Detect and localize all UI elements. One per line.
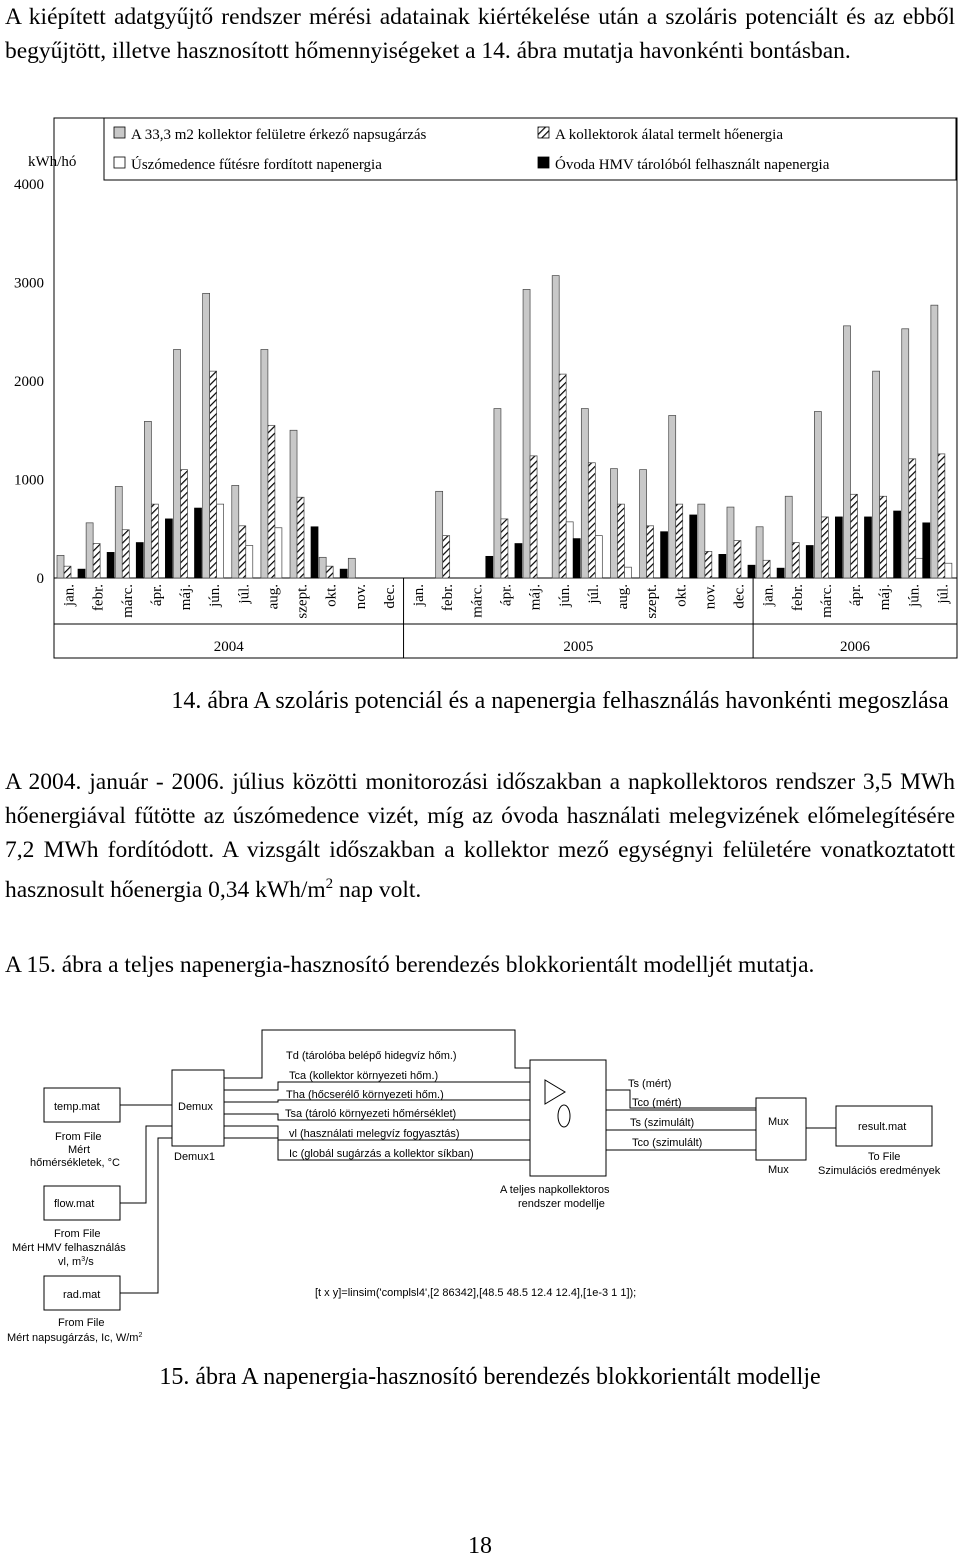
legend-swatch-gray bbox=[114, 127, 125, 138]
bar-hatched bbox=[297, 497, 304, 578]
bar-hatched bbox=[501, 519, 508, 578]
x-tick-label: aug. bbox=[615, 584, 632, 610]
bar-hatched bbox=[151, 504, 158, 578]
bar-hatched bbox=[734, 541, 741, 578]
bar-gray bbox=[552, 276, 559, 578]
bar-black bbox=[864, 517, 871, 578]
bar-hatched bbox=[938, 454, 945, 578]
bar-black bbox=[107, 552, 114, 578]
paragraph-2-text-end: nap volt. bbox=[333, 876, 422, 903]
x-tick-label: márc. bbox=[818, 584, 835, 618]
bar-white bbox=[945, 563, 952, 578]
figure-14-caption: 14. ábra A szoláris potenciál és a napenergia felhasználás havonkénti megoszlása bbox=[171, 688, 949, 714]
y-tick-label: 2000 bbox=[14, 374, 44, 390]
bar-gray bbox=[581, 409, 588, 578]
bar-black bbox=[923, 523, 930, 578]
input-label-tha: Tha (hőcserélő környezeti hőm.) bbox=[286, 1089, 444, 1101]
x-tick-label: jan. bbox=[411, 584, 428, 607]
result-desc: Szimulációs eredmények bbox=[818, 1165, 941, 1177]
command-line: [t x y]=linsim('complsl4',[2 86342],[48.5 48.5 12.4 12.4],[1e-3 1 1]); bbox=[315, 1287, 637, 1299]
x-tick-label: jan. bbox=[760, 584, 777, 607]
bar-gray bbox=[203, 293, 210, 578]
bar-gray bbox=[902, 329, 909, 578]
year-label: 2004 bbox=[213, 639, 244, 655]
bar-gray bbox=[261, 349, 268, 578]
bar-gray bbox=[610, 469, 617, 578]
bar-hatched bbox=[122, 530, 129, 578]
bar-black bbox=[573, 539, 580, 578]
bar-black bbox=[311, 527, 318, 578]
x-tick-label: nov. bbox=[702, 584, 719, 610]
x-tick-label: máj. bbox=[877, 584, 894, 611]
bar-hatched bbox=[210, 371, 217, 578]
x-tick-label: ápr. bbox=[498, 584, 515, 607]
bar-gray bbox=[523, 289, 530, 578]
bar-black bbox=[661, 532, 668, 578]
x-tick-label: ápr. bbox=[848, 584, 865, 607]
bar-black bbox=[78, 569, 85, 578]
rad-block-label: rad.mat bbox=[63, 1289, 101, 1301]
bar-gray bbox=[436, 491, 443, 578]
year-label: 2006 bbox=[840, 639, 871, 655]
paragraph-2-sup: 2 bbox=[325, 876, 334, 892]
y-tick-label: 0 bbox=[36, 571, 44, 587]
bar-hatched bbox=[617, 504, 624, 578]
bar-gray bbox=[640, 470, 647, 578]
legend-swatch-hatched bbox=[538, 127, 549, 138]
bar-hatched bbox=[676, 504, 683, 578]
bar-gray bbox=[57, 555, 64, 578]
legend-swatch-black bbox=[538, 157, 549, 168]
bar-hatched bbox=[93, 544, 100, 578]
bar-gray bbox=[290, 430, 297, 578]
bar-gray bbox=[348, 558, 355, 578]
bar-hatched bbox=[530, 456, 537, 578]
x-tick-label: febr. bbox=[789, 584, 806, 612]
bar-hatched bbox=[821, 517, 828, 578]
y-tick-label: 1000 bbox=[14, 472, 44, 489]
bar-hatched bbox=[326, 566, 333, 578]
legend-swatch-white bbox=[114, 157, 125, 168]
bar-gray bbox=[785, 496, 792, 578]
flow-unit: vl, $m^3/s$ bbox=[58, 1256, 94, 1268]
system-label-1: A teljes napkollektoros bbox=[500, 1184, 610, 1196]
bar-hatched bbox=[443, 536, 450, 578]
x-tick-label: dec. bbox=[381, 584, 398, 609]
bar-black bbox=[486, 556, 493, 578]
bar-hatched bbox=[268, 425, 275, 578]
bar-gray bbox=[319, 557, 326, 578]
bar-gray bbox=[232, 485, 239, 578]
demux-label: Demux1 bbox=[174, 1151, 215, 1163]
rad-from-file: From File bbox=[58, 1317, 105, 1329]
y-tick-label: 3000 bbox=[14, 275, 44, 292]
x-tick-label: nov. bbox=[352, 584, 369, 610]
x-tick-label: aug. bbox=[265, 584, 282, 610]
bar-black bbox=[340, 569, 347, 578]
bar-gray bbox=[727, 507, 734, 578]
x-tick-label: febr. bbox=[440, 584, 457, 612]
bar-white bbox=[217, 504, 224, 578]
year-label: 2005 bbox=[563, 639, 594, 655]
bar-black bbox=[719, 554, 726, 578]
bar-black bbox=[777, 568, 784, 578]
system-block bbox=[530, 1060, 606, 1176]
flow-from-file: From File bbox=[54, 1228, 101, 1240]
bar-gray bbox=[669, 415, 676, 578]
x-tick-label: júl. bbox=[585, 584, 602, 604]
bar-hatched bbox=[909, 459, 916, 578]
rad-desc: Mért napsugárzás, Ic, $W/m^2$ bbox=[7, 1332, 143, 1344]
demux-block-label: Demux bbox=[178, 1101, 213, 1113]
bar-black bbox=[806, 545, 813, 578]
x-tick-label: jún. bbox=[906, 584, 923, 607]
x-tick-label: júl. bbox=[236, 584, 253, 604]
bar-gray bbox=[756, 527, 763, 578]
paragraph-2-text: A 2004. január - 2006. július közötti monitorozási időszakban a napkollektoros rendszer 3,5 MWh hőenergiával fűtötte az úszómedence vizét, míg az óvoda használati melegvizének előmelegítésére 7,2 MWh fordítódott. A vizsgált időszakban a kollektor mező egységnyi felületére vonatkoztatott hasznosult hőenergia 0,34 kWh/m bbox=[5, 769, 955, 903]
bar-hatched bbox=[647, 526, 654, 578]
block-diagram bbox=[0, 1022, 960, 1352]
input-label-tca: Tca (kollektor környezeti hőm.) bbox=[289, 1070, 439, 1082]
x-tick-label: máj. bbox=[178, 584, 195, 611]
output-label-ts-measured: Ts (mért) bbox=[628, 1078, 672, 1090]
x-tick-label: jún. bbox=[207, 584, 224, 607]
solar-chart bbox=[0, 108, 960, 668]
legend-label-hatched: A kollektorok álatal termelt hőenergia bbox=[555, 127, 783, 143]
bar-hatched bbox=[64, 566, 71, 578]
y-axis-unit: kWh/hó bbox=[28, 154, 77, 170]
x-tick-label: szept. bbox=[644, 584, 661, 619]
bar-hatched bbox=[559, 374, 566, 578]
temp-measured: Mért bbox=[68, 1144, 90, 1156]
bar-gray bbox=[814, 412, 821, 578]
result-to-file: To File bbox=[868, 1151, 901, 1163]
input-label-ic: Ic (globál sugárzás a kollektor síkban) bbox=[289, 1148, 474, 1160]
mux-block bbox=[756, 1098, 806, 1160]
bar-gray bbox=[698, 504, 705, 578]
x-tick-label: júl. bbox=[935, 584, 952, 604]
bar-gray bbox=[494, 409, 501, 578]
x-tick-label: febr. bbox=[90, 584, 107, 612]
input-label-vl: vl (használati melegvíz fogyasztás) bbox=[289, 1128, 460, 1140]
bar-gray bbox=[86, 523, 93, 578]
system-label-2: rendszer modellje bbox=[518, 1198, 605, 1210]
x-tick-label: okt. bbox=[673, 584, 690, 607]
bar-black bbox=[690, 515, 697, 578]
bar-white bbox=[595, 536, 602, 578]
x-tick-label: jan. bbox=[61, 584, 78, 607]
x-tick-label: máj. bbox=[527, 584, 544, 611]
intro-paragraph: A kiépített adatgyűjtő rendszer mérési adatainak kiértékelése után a szoláris potenciált és az ebből begyűjtött, illetve hasznosított hőmennyiségeket a 14. ábra mutatja havonkénti bontásban. bbox=[5, 4, 955, 64]
bar-hatched bbox=[239, 526, 246, 578]
mux-block-label: Mux bbox=[768, 1116, 789, 1128]
bar-hatched bbox=[588, 463, 595, 578]
result-block-label: result.mat bbox=[858, 1121, 907, 1133]
bar-white bbox=[275, 528, 282, 578]
legend-label-black: Óvoda HMV tárolóból felhasznált napenergia bbox=[555, 157, 830, 173]
bar-white bbox=[246, 545, 253, 578]
bar-hatched bbox=[705, 551, 712, 578]
x-tick-label: okt. bbox=[323, 584, 340, 607]
bar-black bbox=[748, 565, 755, 578]
x-tick-label: jún. bbox=[556, 584, 573, 607]
output-label-tco-sim: Tco (szimulált) bbox=[632, 1137, 703, 1149]
x-tick-label: márc. bbox=[119, 584, 136, 618]
mux-label: Mux bbox=[768, 1164, 789, 1176]
paragraph-2 bbox=[5, 765, 955, 907]
temp-desc: hőmérsékletek, °C bbox=[30, 1157, 120, 1169]
temp-block-label: temp.mat bbox=[54, 1101, 100, 1113]
bar-gray bbox=[873, 371, 880, 578]
bar-hatched bbox=[763, 560, 770, 578]
input-label-td: Td (tárolóba belépő hidegvíz hőm.) bbox=[286, 1050, 457, 1062]
paragraph-3: A 15. ábra a teljes napenergia-hasznosító berendezés blokkorientált modelljét mutatja. bbox=[5, 952, 815, 978]
bar-white bbox=[566, 522, 573, 578]
bar-hatched bbox=[792, 543, 799, 578]
legend-label-gray: A 33,3 m2 kollektor felületre érkező napsugárzás bbox=[131, 127, 427, 143]
output-label-ts-sim: Ts (szimulált) bbox=[630, 1117, 695, 1129]
input-label-tsa: Tsa (tároló környezeti hőmérséklet) bbox=[285, 1108, 457, 1120]
bar-white bbox=[916, 558, 923, 578]
bar-black bbox=[835, 517, 842, 578]
page-number: 18 bbox=[468, 1533, 492, 1559]
x-tick-label: ápr. bbox=[148, 584, 165, 607]
bar-gray bbox=[144, 421, 151, 578]
y-tick-label: 4000 bbox=[14, 177, 44, 193]
bar-gray bbox=[843, 326, 850, 578]
bar-black bbox=[894, 511, 901, 578]
bar-black bbox=[136, 543, 143, 578]
x-tick-label: márc. bbox=[469, 584, 486, 618]
output-label-tco-measured: Tco (mért) bbox=[632, 1097, 682, 1109]
temp-from-file: From File bbox=[55, 1131, 102, 1143]
bar-white bbox=[624, 567, 631, 578]
bar-gray bbox=[115, 486, 122, 578]
legend-label-white: Úszómedence fűtésre fordított napenergia bbox=[131, 157, 382, 173]
x-tick-label: dec. bbox=[731, 584, 748, 609]
bar-gray bbox=[174, 349, 181, 578]
chart-legend bbox=[104, 118, 956, 180]
bar-hatched bbox=[880, 496, 887, 578]
bar-black bbox=[515, 544, 522, 578]
bar-black bbox=[195, 508, 202, 578]
bar-gray bbox=[931, 305, 938, 578]
flow-block-label: flow.mat bbox=[54, 1198, 95, 1210]
bar-hatched bbox=[181, 470, 188, 578]
bar-black bbox=[165, 519, 172, 578]
bar-hatched bbox=[850, 494, 857, 578]
x-tick-label: szept. bbox=[294, 584, 311, 619]
flow-desc: Mért HMV felhasználás bbox=[12, 1242, 126, 1254]
figure-15-caption: 15. ábra A napenergia-hasznosító berendezés blokkorientált modellje bbox=[159, 1364, 821, 1390]
